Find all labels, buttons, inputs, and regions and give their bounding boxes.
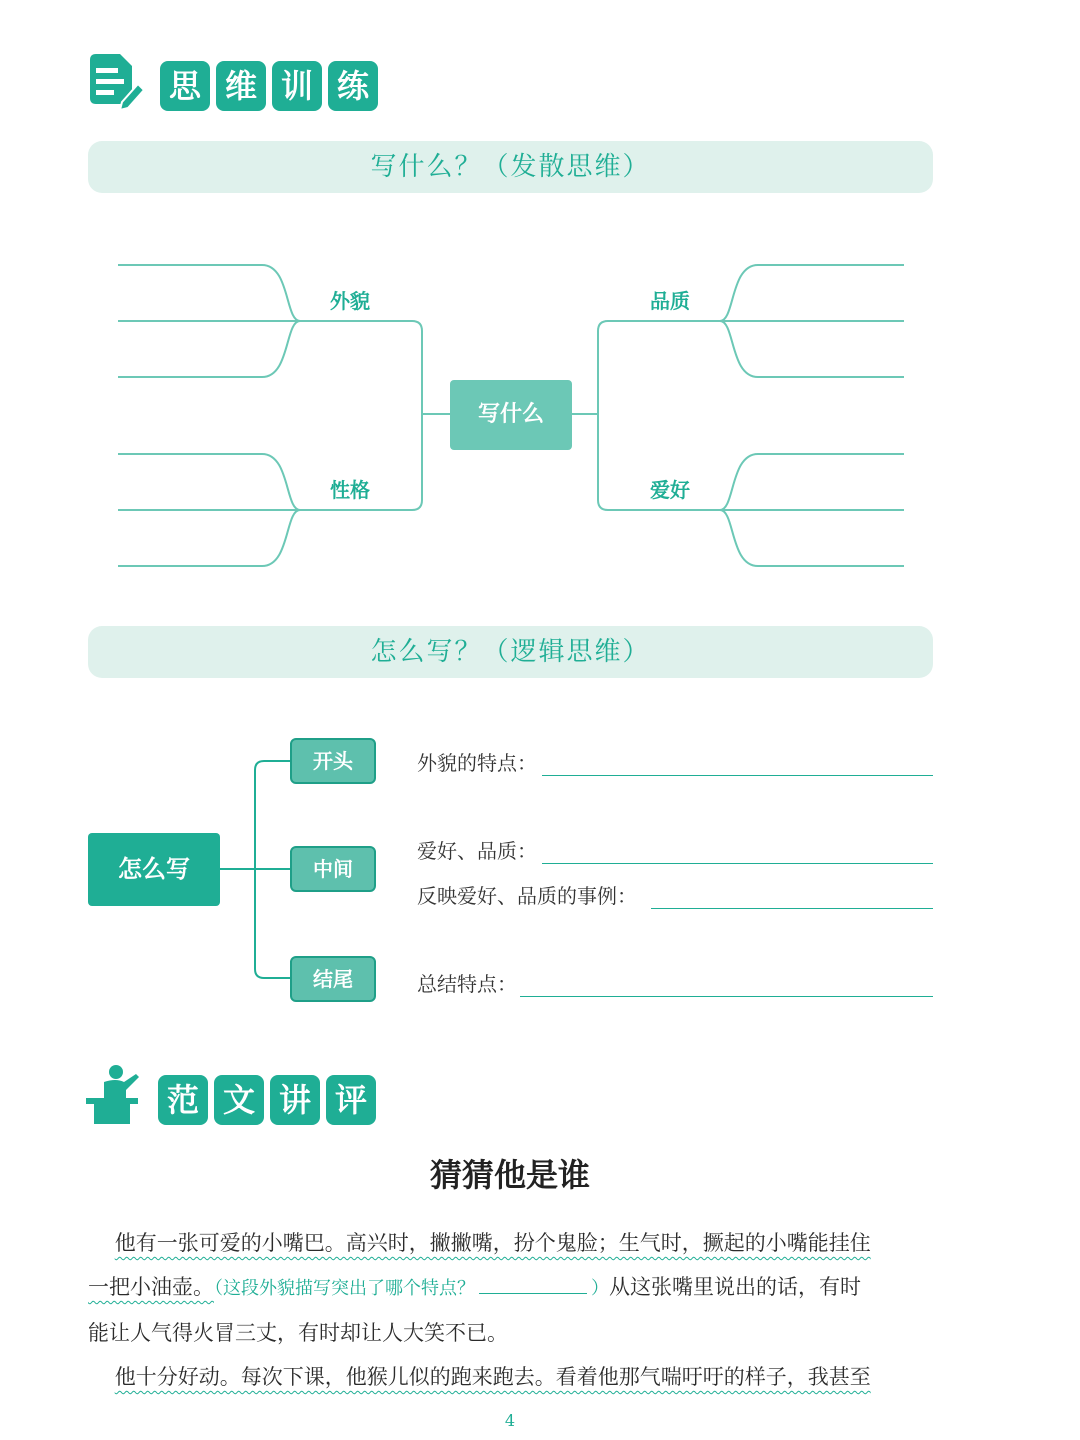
branch-character-quality: 品质 — [650, 289, 690, 313]
answer-line-appearance[interactable] — [542, 775, 933, 776]
essay-line: 他有一张可爱的小嘴巴。高兴时，撇撇嘴，扮个鬼脸；生气时，撅起的小嘴能挂住 — [114, 1231, 871, 1255]
essay-line: 从这张嘴里说出的话，有时 — [609, 1275, 861, 1299]
page-number: 4 — [504, 1411, 516, 1430]
annotation-question: （这段外貌描写突出了哪个特点？ — [214, 1278, 475, 1299]
flow-node-middle: 中间 — [290, 846, 376, 892]
section-title-char: 评 — [326, 1075, 376, 1125]
answer-line-hobby-quality[interactable] — [542, 863, 933, 864]
essay-title: 猜猜他是谁 — [429, 1156, 590, 1194]
essay-line: 一把小油壶。 — [88, 1275, 214, 1299]
mindmap-center: 写什么 — [450, 380, 572, 450]
answer-line-summary[interactable] — [520, 996, 933, 997]
section-title-char: 范 — [158, 1075, 208, 1125]
section-title-char: 讲 — [270, 1075, 320, 1125]
branch-appearance: 外貌 — [330, 289, 370, 313]
essay-line: 能让人气得火冒三丈，有时却让人大笑不已。 — [88, 1321, 508, 1345]
branch-hobby: 爱好 — [650, 478, 690, 502]
answer-line-examples[interactable] — [651, 908, 933, 909]
section-title-char: 训 — [272, 61, 322, 111]
annotation-close: ） — [591, 1278, 609, 1299]
prompt-examples: 反映爱好、品质的事例： — [417, 884, 637, 908]
prompt-appearance-features: 外貌的特点： — [417, 751, 537, 775]
section-title-char: 练 — [328, 61, 378, 111]
branch-personality: 性格 — [330, 478, 370, 502]
prompt-summary: 总结特点： — [417, 972, 517, 996]
section-title-char: 维 — [216, 61, 266, 111]
logical-thinking-banner: 怎么写？（逻辑思维） — [88, 626, 933, 678]
mindmap-lines — [0, 0, 1080, 620]
teacher-lecture-icon — [86, 1064, 148, 1126]
flow-root: 怎么写 — [88, 833, 220, 906]
prompt-hobby-quality: 爱好、品质： — [417, 839, 537, 863]
section-title-char: 文 — [214, 1075, 264, 1125]
essay-line: 他十分好动。每次下课，他猴儿似的跑来跑去。看着他那气喘吁吁的样子，我甚至 — [114, 1365, 871, 1389]
flow-node-ending: 结尾 — [290, 956, 376, 1002]
section-title-char: 思 — [160, 61, 210, 111]
annotation-answer-blank[interactable] — [479, 1275, 587, 1294]
essay-paragraph-1 — [88, 1221, 933, 1399]
flow-node-opening: 开头 — [290, 738, 376, 784]
divergent-thinking-banner: 写什么？（发散思维） — [88, 141, 933, 193]
